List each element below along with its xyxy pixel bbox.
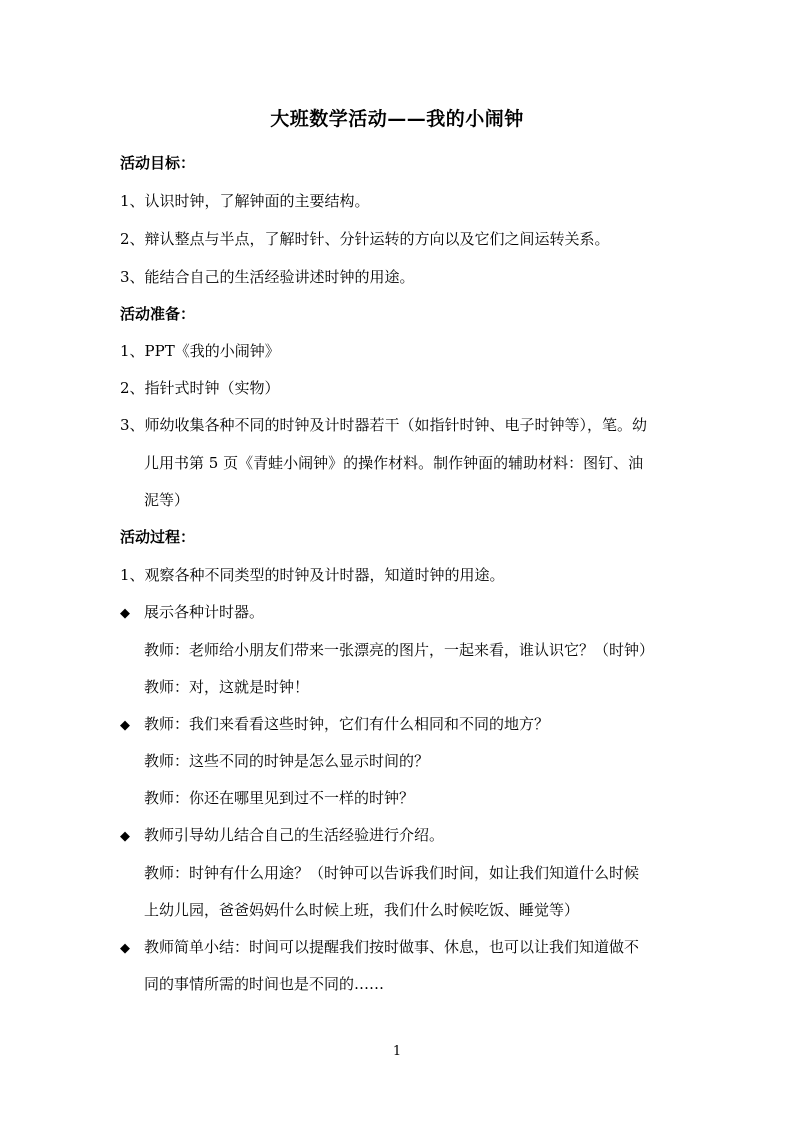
document-title: 大班数学活动——我的小闹钟 bbox=[270, 108, 524, 130]
bullet-item-2 bbox=[120, 713, 549, 734]
diamond-bullet-icon: ◆ bbox=[120, 606, 130, 621]
bullet-1-line-1: 教师：老师给小朋友们带来一张漂亮的图片，一起来看，谁认识它？（时钟） bbox=[144, 641, 655, 659]
prep-item-3: 3、师幼收集各种不同的时钟及计时器若干（如指针时钟、电子时钟等），笔。幼 bbox=[120, 416, 648, 434]
process-item-1: 1、观察各种不同类型的时钟及计时器，知道时钟的用途。 bbox=[120, 566, 505, 584]
bullet-1-line-2: 教师：对，这就是时钟！ bbox=[144, 678, 310, 696]
bullet-text: 教师引导幼儿结合自己的生活经验进行介绍。 bbox=[144, 826, 445, 844]
bullet-text: 展示各种计时器。 bbox=[144, 603, 265, 621]
bullet-text: 教师：我们来看看这些时钟，它们有什么相同和不同的地方？ bbox=[144, 715, 550, 733]
section-heading-process: 活动过程： bbox=[120, 528, 196, 546]
bullet-3-line-1: 教师：时钟有什么用途？（时钟可以告诉我们时间，如让我们知道什么时候 bbox=[144, 864, 640, 882]
prep-item-2: 2、指针式时钟（实物） bbox=[120, 379, 280, 397]
diamond-bullet-icon: ◆ bbox=[120, 941, 130, 956]
bullet-4-line-1: 同的事情所需的时间也是不同的…… bbox=[144, 975, 385, 993]
goal-item-3: 3、能结合自己的生活经验讲述时钟的用途。 bbox=[120, 268, 415, 286]
page-number: 1 bbox=[392, 1044, 402, 1059]
goal-item-2: 2、辩认整点与半点，了解时针、分针运转的方向以及它们之间运转关系。 bbox=[120, 230, 610, 248]
bullet-3-line-2: 上幼儿园，爸爸妈妈什么时候上班，我们什么时候吃饭、睡觉等） bbox=[144, 901, 580, 919]
bullet-item-1 bbox=[120, 601, 264, 622]
diamond-bullet-icon: ◆ bbox=[120, 718, 130, 733]
diamond-bullet-icon: ◆ bbox=[120, 829, 130, 844]
bullet-2-line-1: 教师：这些不同的时钟是怎么显示时间的？ bbox=[144, 752, 430, 770]
bullet-text: 教师简单小结：时间可以提醒我们按时做事、休息，也可以让我们知道做不 bbox=[144, 938, 640, 956]
section-heading-prep: 活动准备： bbox=[120, 305, 196, 323]
goal-item-1: 1、认识时钟，了解钟面的主要结构。 bbox=[120, 192, 370, 210]
section-heading-goals: 活动目标： bbox=[120, 154, 196, 172]
prep-item-3-cont-1: 儿用书第 5 页《青蛙小闹钟》的操作材料。制作钟面的辅助材料：图钉、油 bbox=[144, 454, 644, 472]
bullet-item-3 bbox=[120, 824, 444, 845]
prep-item-3-cont-2: 泥等） bbox=[144, 491, 190, 509]
prep-item-1: 1、PPT《我的小闹钟》 bbox=[120, 342, 280, 360]
bullet-item-4 bbox=[120, 936, 639, 957]
bullet-2-line-2: 教师：你还在哪里见到过不一样的时钟？ bbox=[144, 789, 415, 807]
